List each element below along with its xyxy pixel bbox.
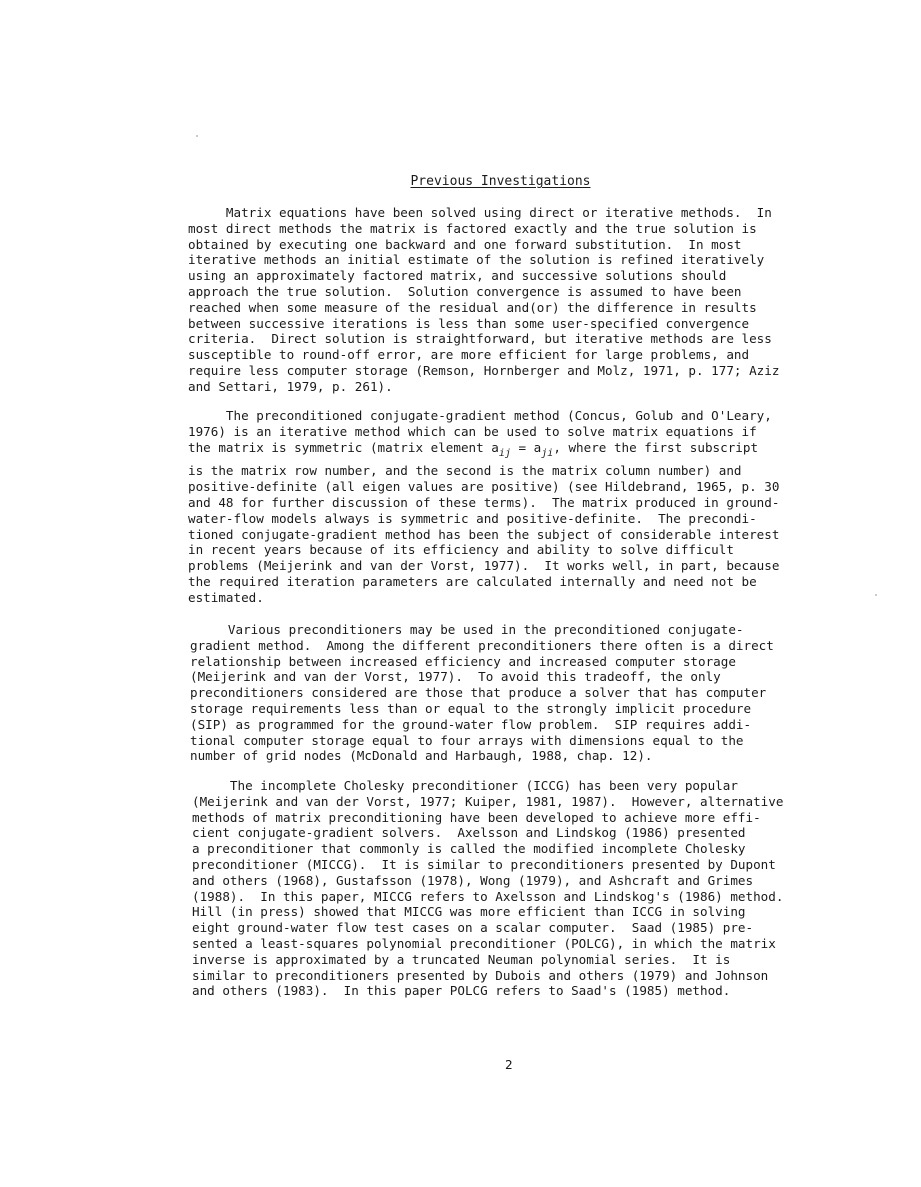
text-line: (Meijerink and van der Vorst, 1977). To avoid this tradeoff, the only — [190, 669, 721, 685]
text-line: preconditioners considered are those that produce a solver that has computer — [190, 685, 767, 701]
text-line: approach the true solution. Solution convergence is assumed to have been — [188, 283, 742, 299]
paragraph-preconditioners — [190, 622, 774, 764]
text-line: water-flow models always is symmetric and positive-definite. The precondi- — [188, 510, 757, 526]
text-line: Various preconditioners may be used in the preconditioned conjugate- — [190, 622, 744, 637]
text-line: (Meijerink and van der Vorst, 1977; Kuiper, 1981, 1987). However, alternative — [192, 793, 784, 809]
text-line: cient conjugate-gradient solvers. Axelsson and Lindskog (1986) presented — [192, 825, 746, 841]
text-line: susceptible to round-off error, are more efficient for large problems, and — [188, 347, 750, 363]
text-line: positive-definite (all eigen values are positive) (see Hildebrand, 1965, p. 30 — [188, 479, 780, 495]
subscript-ij: ij — [498, 447, 511, 459]
text-line: is the matrix row number, and the second is the matrix column number) and — [188, 463, 742, 479]
text-line: relationship between increased efficiency and increased computer storage — [190, 653, 736, 669]
text-line: using an approximately factored matrix, and successive solutions should — [188, 268, 727, 284]
section-heading: Previous Investigations — [410, 174, 591, 189]
scan-speck — [196, 135, 198, 137]
text-line: iterative methods an initial estimate of the solution is refined iteratively — [188, 252, 765, 268]
text-line: require less computer storage (Remson, Hornberger and Molz, 1971, p. 177; Aziz — [188, 362, 780, 378]
text-line: and others (1983). In this paper POLCG refers to Saad's (1985) method. — [192, 983, 731, 999]
text-line: The incomplete Cholesky preconditioner (ICCG) has been very popular — [192, 778, 738, 793]
formula-line — [188, 439, 779, 459]
text-line: methods of matrix preconditioning have been developed to achieve more effi- — [192, 809, 761, 825]
text-line: and Settari, 1979, p. 261). — [188, 378, 393, 394]
text-line: a preconditioner that commonly is called the modified incomplete Cholesky — [192, 841, 746, 857]
text-line: tional computer storage equal to four arrays with dimensions equal to the — [190, 732, 744, 748]
paragraph-conjugate-gradient — [188, 408, 779, 606]
text-line: estimated. — [188, 589, 264, 605]
text-line: in recent years because of its efficiency and ability to solve difficult — [188, 542, 734, 558]
text-line: Hill (in press) showed that MICCG was more efficient than ICCG in solving — [192, 904, 746, 920]
text-line: and others (1968), Gustafsson (1978), Wong (1979), and Ashcraft and Grimes — [192, 872, 754, 888]
paragraph-incomplete-cholesky — [192, 778, 783, 999]
text-line: sented a least-squares polynomial preconditioner (POLCG), in which the matrix — [192, 935, 776, 951]
text-line: similar to preconditioners presented by Dubois and others (1979) and Johnson — [192, 967, 769, 983]
text-line: gradient method. Among the different preconditioners there often is a direct — [190, 637, 774, 653]
text-line: inverse is approximated by a truncated Neuman polynomial series. It is — [192, 951, 731, 967]
text-line: (SIP) as programmed for the ground-water flow problem. SIP requires addi- — [190, 716, 752, 732]
text-line: criteria. Direct solution is straightforward, but iterative methods are less — [188, 331, 772, 347]
text-line: reached when some measure of the residual and(or) the difference in results — [188, 299, 757, 315]
text-line: Matrix equations have been solved using direct or iterative methods. In — [188, 205, 772, 220]
text-line: The preconditioned conjugate-gradient method (Concus, Golub and O'Leary, — [188, 408, 772, 423]
text-line: tioned conjugate-gradient method has been the subject of considerable interest — [188, 526, 780, 542]
subscript-ji: ji — [541, 447, 554, 459]
text-line: 1976) is an iterative method which can be used to solve matrix equations if — [188, 423, 757, 439]
formula-text-before: the matrix is symmetric (matrix element a — [188, 439, 499, 455]
text-line: storage requirements less than or equal to the strongly implicit procedure — [190, 700, 752, 716]
formula-text-middle: = a — [510, 439, 542, 455]
text-line: eight ground-water flow test cases on a scalar computer. Saad (1985) pre- — [192, 920, 754, 936]
text-line: most direct methods the matrix is factored exactly and the true solution is — [188, 220, 757, 236]
page-number: 2 — [505, 1057, 513, 1072]
text-line: obtained by executing one backward and one forward substitution. In most — [188, 236, 742, 252]
text-line: (1988). In this paper, MICCG refers to Axelsson and Lindskog's (1986) method. — [192, 888, 784, 904]
text-line: the required iteration parameters are calculated internally and need not be — [188, 573, 757, 589]
text-line: problems (Meijerink and van der Vorst, 1977). It works well, in part, because — [188, 558, 780, 574]
text-line: and 48 for further discussion of these terms). The matrix produced in ground- — [188, 494, 780, 510]
text-line: number of grid nodes (McDonald and Harbaugh, 1988, chap. 12). — [190, 748, 653, 764]
formula-text-after: , where the first subscript — [553, 439, 759, 455]
text-line: between successive iterations is less than some user-specified convergence — [188, 315, 750, 331]
scan-speck — [875, 594, 877, 596]
text-line: preconditioner (MICCG). It is similar to preconditioners presented by Dupont — [192, 856, 776, 872]
paragraph-matrix-equations — [188, 205, 779, 395]
